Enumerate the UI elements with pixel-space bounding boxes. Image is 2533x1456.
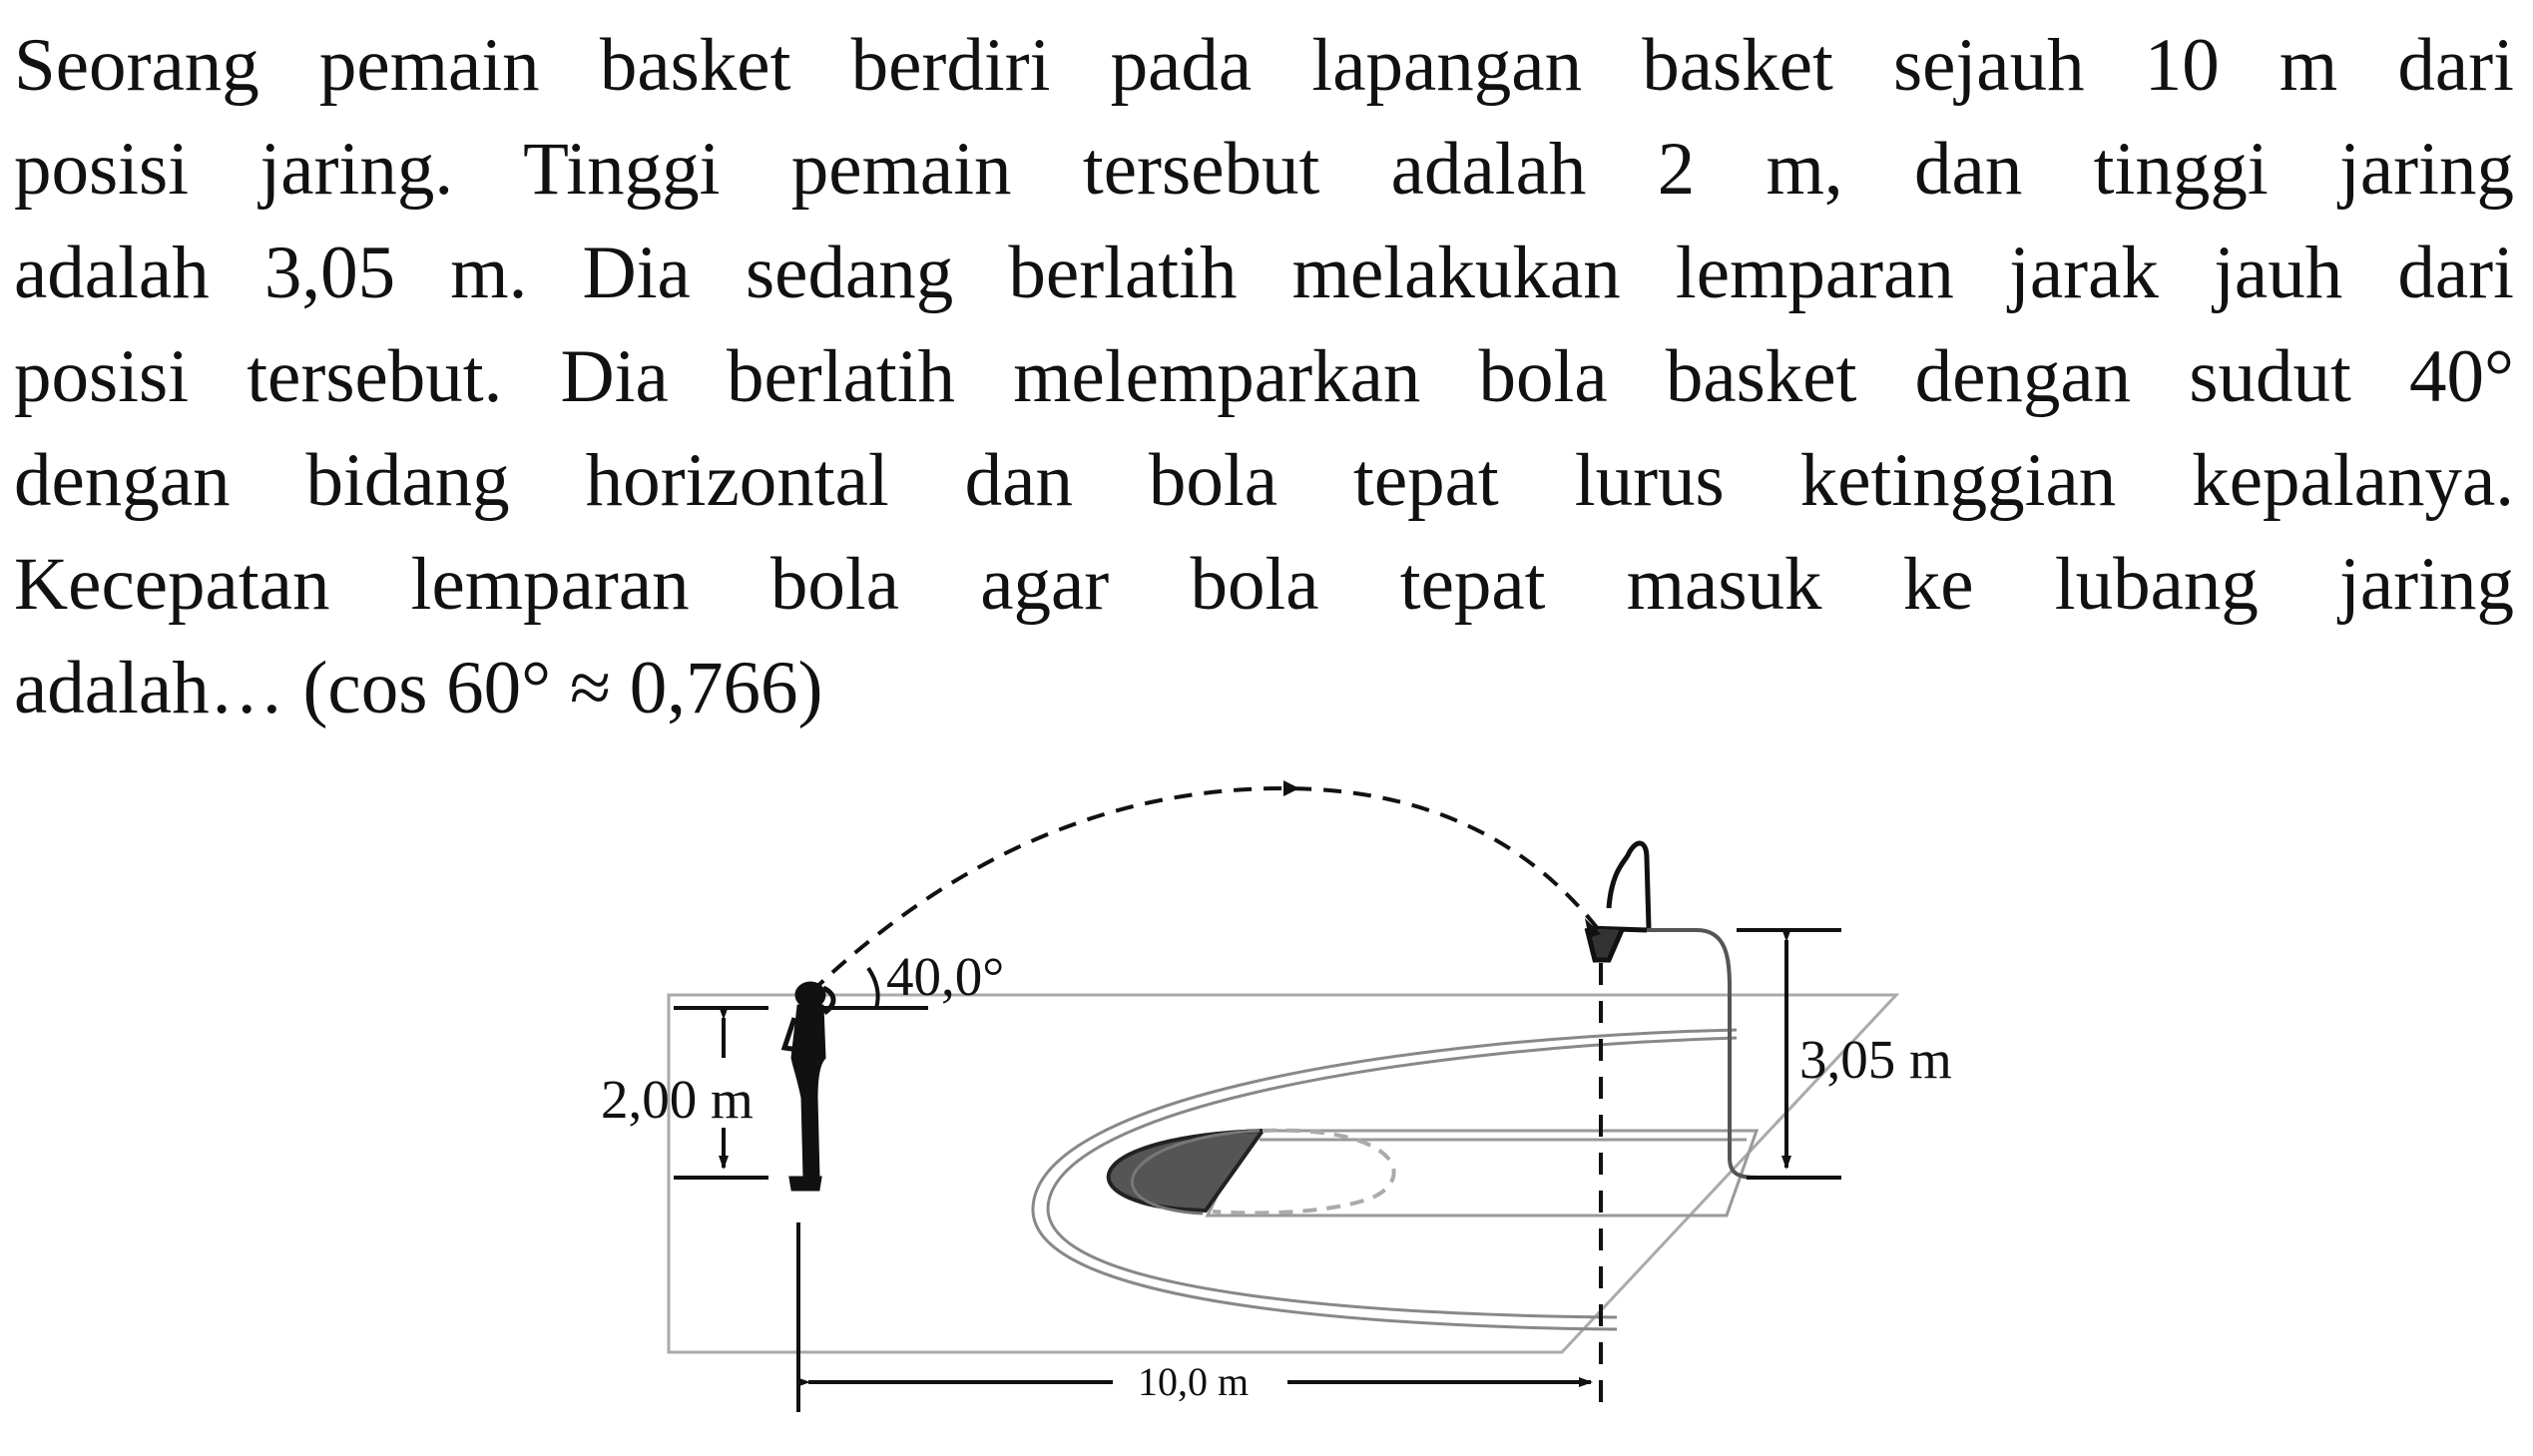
angle-arc (868, 968, 878, 1008)
court-key (1208, 1131, 1757, 1215)
distance-label: 10,0 m (1138, 1359, 1250, 1404)
problem-line: posisi jaring. Tinggi pemain tersebut adalah 2 m, dan tinggi jaring (14, 128, 2514, 211)
player-figure (784, 983, 833, 1190)
problem-line: Seorang pemain basket berdiri pada lapangan basket sejauh 10 m dari (14, 24, 2514, 107)
problem-line: dengan bidang horizontal dan bola tepat lurus ketinggian kepalanya. (14, 439, 2514, 522)
trajectory-apex-arrow-icon (1283, 780, 1299, 796)
player-height-label: 2,00 m (601, 1069, 754, 1130)
angle-label: 40,0° (886, 946, 1005, 1007)
problem-line: posisi tersebut. Dia berlatih melemparkan bola basket dengan sudut 40° (14, 335, 2514, 418)
problem-line: adalah… (cos 60° ≈ 0,766) (14, 647, 823, 729)
problem-line: adalah 3,05 m. Dia sedang berlatih melakukan lemparan jarak jauh dari (14, 232, 2514, 314)
problem-line: Kecepatan lemparan bola agar bola tepat masuk ke lubang jaring (14, 543, 2514, 626)
hoop-height-label: 3,05 m (1799, 1029, 1952, 1090)
free-throw-circle (1109, 1131, 1394, 1213)
basket-hoop (1587, 843, 1757, 1178)
